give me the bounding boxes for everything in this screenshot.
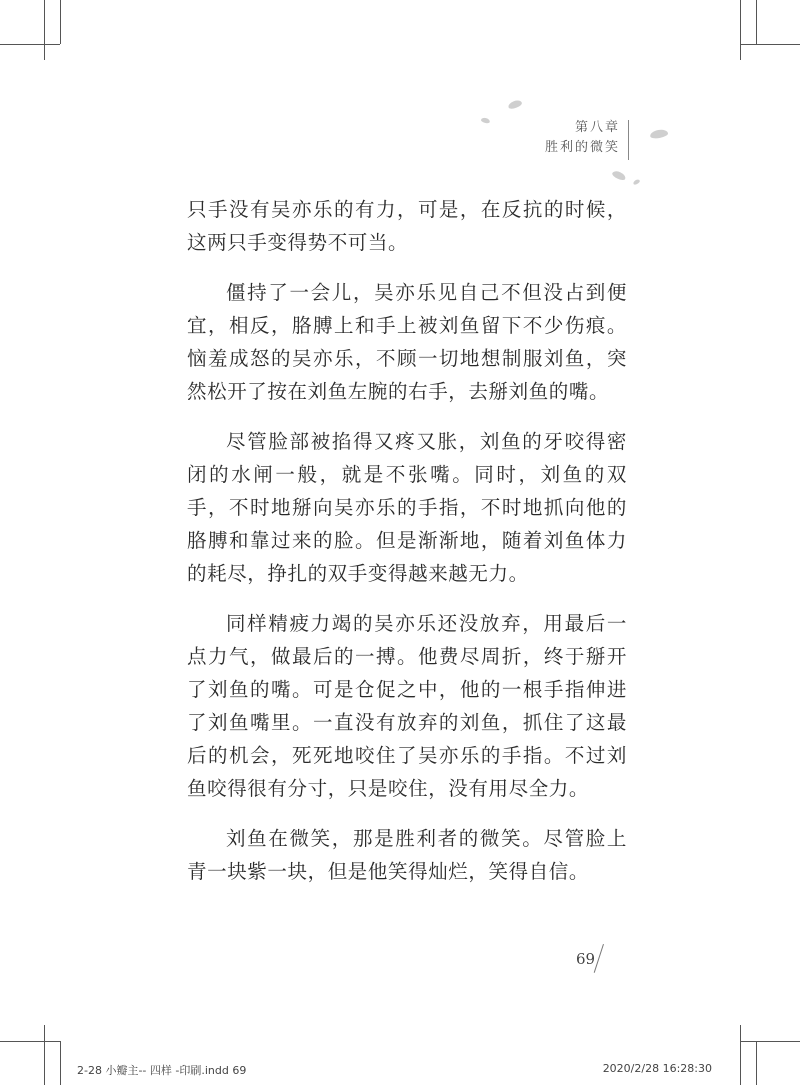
- crop-mark-bottom-right-v2: [756, 1041, 757, 1085]
- petal-decoration: [632, 179, 640, 186]
- crop-mark-bottom-left-h: [0, 1041, 60, 1042]
- petal-decoration: [481, 117, 491, 124]
- crop-mark-bottom-right-v: [740, 1025, 741, 1085]
- header-divider: [628, 120, 629, 160]
- footer-timestamp: 2020/2/28 16:28:30: [602, 1062, 712, 1075]
- footer-file-info: 2-28 小瓣主-- 四样 -印刷.indd 69: [77, 1064, 247, 1077]
- petal-decoration: [507, 99, 523, 110]
- crop-mark-top-left-v2: [60, 0, 61, 44]
- chapter-number: 第八章: [574, 120, 620, 135]
- crop-mark-top-left-v: [44, 0, 45, 60]
- crop-mark-bottom-left-v2: [60, 1041, 61, 1085]
- petal-decoration: [611, 169, 627, 181]
- crop-mark-top-left-h: [0, 44, 60, 45]
- crop-mark-top-right-v: [740, 0, 741, 60]
- paragraph: 只手没有吴亦乐的有力，可是，在反抗的时候，这两只手变得势不可当。: [187, 198, 627, 254]
- crop-mark-top-right-h: [740, 44, 800, 45]
- crop-mark-bottom-left-v: [44, 1025, 45, 1085]
- paragraph: 尽管脸部被掐得又疼又胀，刘鱼的牙咬得密闭的水闸一般，就是不张嘴。同时，刘鱼的双手，不时地掰向吴亦乐的手指，不时地抓向他的胳膊和靠过来的脸。但是渐渐地，随着刘鱼体力的耗尽，挣扎的双手变得越来越无力。: [187, 430, 627, 585]
- paragraph: 僵持了一会儿，吴亦乐见自己不但没占到便宜，相反，胳膊上和手上被刘鱼留下不少伤痕。恼羞成怒的吴亦乐，不顾一切地想制服刘鱼，突然松开了按在刘鱼左腕的右手，去掰刘鱼的嘴。: [187, 281, 627, 403]
- chapter-title: 胜利的微笑: [544, 140, 620, 155]
- crop-mark-bottom-right-h: [740, 1041, 800, 1042]
- paragraph: 同样精疲力竭的吴亦乐还没放弃，用最后一点力气，做最后的一搏。他费尽周折，终于掰开了刘鱼的嘴。可是仓促之中，他的一根手指伸进了刘鱼嘴里。一直没有放弃的刘鱼，抓住了这最后的机会，死死地咬住了吴亦乐的手指。不过刘鱼咬得很有分寸，只是咬住，没有用尽全力。: [187, 612, 627, 800]
- chapter-header: [545, 118, 620, 158]
- paragraph: 刘鱼在微笑，那是胜利者的微笑。尽管脸上青一块紫一块，但是他笑得灿烂，笑得自信。: [187, 827, 627, 883]
- crop-mark-top-right-v2: [756, 0, 757, 44]
- page-number: 69: [576, 950, 596, 968]
- petal-decoration: [649, 128, 668, 139]
- page-number-slash: [594, 944, 604, 973]
- body-text: [187, 193, 627, 905]
